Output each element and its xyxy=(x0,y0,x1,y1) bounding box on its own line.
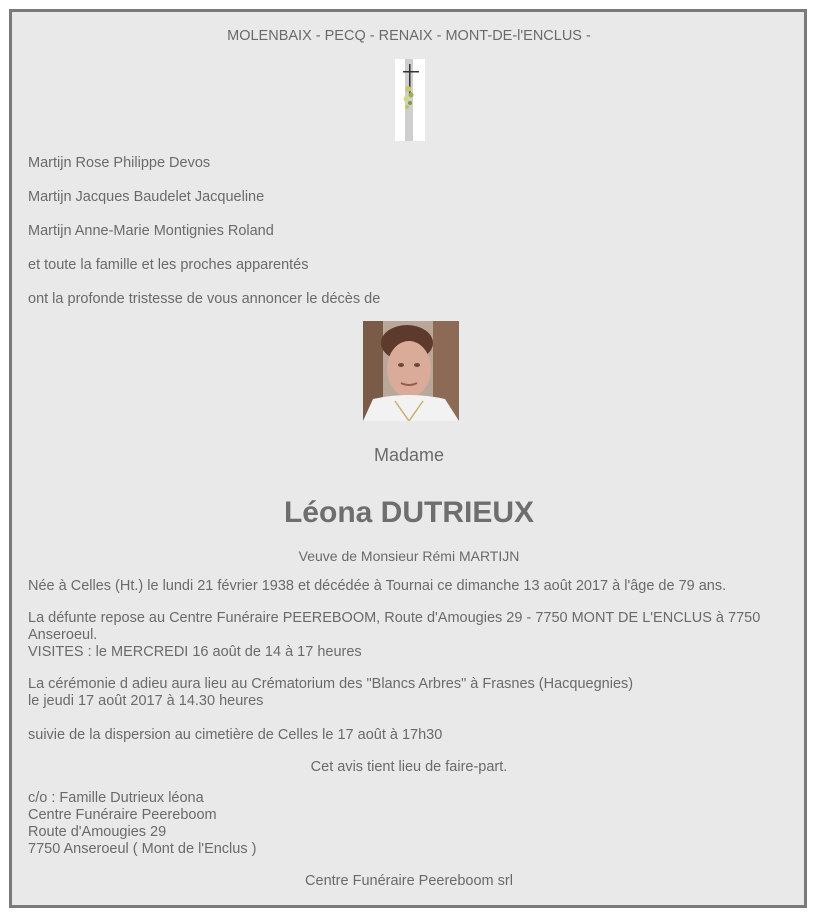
repose-line-2: Anseroeul. xyxy=(28,627,98,643)
widow-of-line: Veuve de Monsieur Rémi MARTIJN xyxy=(298,548,520,564)
contact-line-1: c/o : Famille Dutrieux léona xyxy=(28,790,204,806)
family-line-5: ont la profonde tristesse de vous annoncer le décès de xyxy=(28,291,381,307)
ceremony-line-2: le jeudi 17 août 2017 à 14.30 heures xyxy=(28,693,264,709)
cross-icon xyxy=(395,59,425,141)
notice-line: Cet avis tient lieu de faire-part. xyxy=(310,759,508,775)
family-line-2: Martijn Jacques Baudelet Jacqueline xyxy=(28,189,265,205)
deceased-name: Léona DUTRIEUX xyxy=(283,496,535,529)
deceased-photo xyxy=(363,321,459,421)
ceremony-line-1: La cérémonie d adieu aura lieu au Crématorium des "Blancs Arbres" à Frasnes (Hacquegnies) xyxy=(28,676,634,692)
birth-death-line: Née à Celles (Ht.) le lundi 21 février 1938 et décédée à Tournai ce dimanche 13 août 2017 à l'âge de 79 ans. xyxy=(28,578,727,594)
funeral-home-footer: Centre Funéraire Peereboom srl xyxy=(305,873,513,889)
repose-line-1: La défunte repose au Centre Funéraire PEEREBOOM, Route d'Amougies 29 - 7750 MONT DE L'ENCLUS à 7750 xyxy=(28,610,761,626)
family-line-3: Martijn Anne-Marie Montignies Roland xyxy=(28,223,274,239)
visits-line: VISITES : le MERCREDI 16 août de 14 à 17 heures xyxy=(28,644,362,660)
towns-header: MOLENBAIX - PECQ - RENAIX - MONT-DE-l'ENCLUS - xyxy=(227,28,591,44)
dispersion-line: suivie de la dispersion au cimetière de Celles le 17 août à 17h30 xyxy=(28,727,443,743)
family-line-4: et toute la famille et les proches apparentés xyxy=(28,257,309,273)
obituary-card xyxy=(9,9,807,908)
contact-line-2: Centre Funéraire Peereboom xyxy=(28,807,217,823)
contact-line-3: Route d'Amougies 29 xyxy=(28,824,167,840)
deceased-title: Madame xyxy=(373,445,445,465)
family-line-1: Martijn Rose Philippe Devos xyxy=(28,155,211,171)
contact-line-4: 7750 Anseroeul ( Mont de l'Enclus ) xyxy=(28,841,257,857)
